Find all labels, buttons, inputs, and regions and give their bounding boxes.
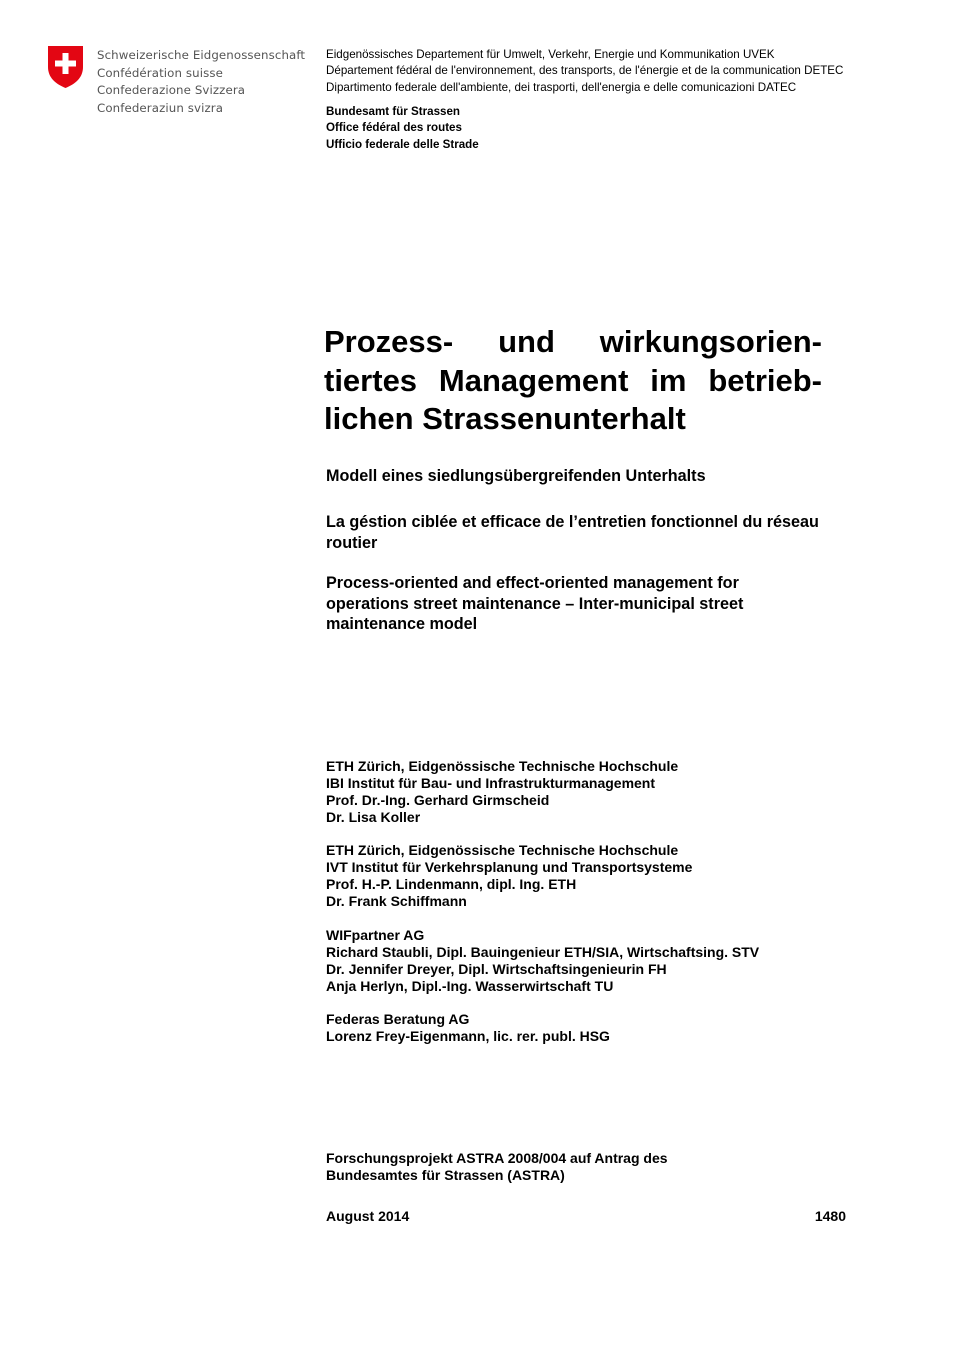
subtitle-french: La géstion ciblée et efficace de l’entretien fonctionnel du réseau routier: [326, 513, 819, 552]
department-name-fr: Département fédéral de l'environnement, des transports, de l'énergie et de la communication DETEC: [326, 64, 844, 78]
author-line: ETH Zürich, Eidgenössische Technische Hochschule: [326, 842, 679, 858]
author-group-eth-ibi: [326, 758, 866, 826]
confederation-name-de: Schweizerische Eidgenossenschaft: [97, 48, 306, 62]
author-group-eth-ivt: [326, 842, 866, 910]
report-title: Prozess- und wirkungsorien-tiertes Management im betrieb-lichen Strassenunterhalt: [324, 324, 822, 436]
confederation-names: [97, 47, 305, 117]
project-line: Forschungsprojekt ASTRA 2008/004 auf Antrag des: [326, 1150, 668, 1166]
author-line: Anja Herlyn, Dipl.-Ing. Wasserwirtschaft TU: [326, 978, 614, 994]
report-number: 1480: [814, 1208, 846, 1224]
author-line: Dr. Frank Schiffmann: [326, 893, 467, 909]
author-line: Federas Beratung AG: [326, 1011, 470, 1027]
department-name-it: Dipartimento federale dell'ambiente, dei trasporti, dell'energia e delle comunicazioni DATEC: [326, 80, 797, 94]
author-line: WIFpartner AG: [326, 927, 425, 943]
subtitle-english: Process-oriented and effect-oriented management for operations street maintenance – Inter-municipal street maintenance model: [326, 574, 744, 633]
department-name-de: Eidgenössisches Departement für Umwelt, Verkehr, Energie und Kommunikation UVEK: [326, 48, 775, 61]
author-group-federas: [326, 1011, 866, 1045]
confederation-name-rm: Confederaziun svizra: [97, 100, 224, 115]
office-name-fr: Office fédéral des routes: [326, 121, 462, 135]
confederation-name-fr: Confédération suisse: [97, 65, 223, 80]
author-line: Lorenz Frey-Eigenmann, lic. rer. publ. HSG: [326, 1028, 610, 1044]
confederation-name-it: Confederazione Svizzera: [97, 83, 246, 97]
author-group-wifpartner: [326, 927, 866, 995]
publication-date: August 2014: [326, 1208, 410, 1224]
department-names: [326, 47, 843, 96]
office-name-it: Ufficio federale delle Strade: [326, 137, 479, 151]
author-line: IVT Institut für Verkehrsplanung und Transportsysteme: [326, 859, 693, 875]
author-line: Prof. H.-P. Lindenmann, dipl. Ing. ETH: [326, 876, 577, 892]
office-name-de: Bundesamt für Strassen: [326, 105, 461, 118]
project-line: Bundesamtes für Strassen (ASTRA): [326, 1167, 565, 1183]
office-names: [326, 104, 479, 153]
author-line: Dr. Lisa Koller: [326, 809, 421, 825]
author-line: Richard Staubli, Dipl. Bauingenieur ETH/SIA, Wirtschaftsing. STV: [326, 944, 760, 960]
subtitle-german: Modell eines siedlungsübergreifenden Unterhalts: [326, 467, 706, 485]
author-line: ETH Zürich, Eidgenössische Technische Hochschule: [326, 758, 679, 774]
author-line: Dr. Jennifer Dreyer, Dipl. Wirtschaftsingenieurin FH: [326, 961, 667, 977]
author-line: IBI Institut für Bau- und Infrastrukturmanagement: [326, 775, 656, 791]
research-project: [326, 1150, 668, 1184]
swiss-cross-shield-icon: [47, 45, 84, 89]
author-line: Prof. Dr.-Ing. Gerhard Girmscheid: [326, 792, 550, 808]
